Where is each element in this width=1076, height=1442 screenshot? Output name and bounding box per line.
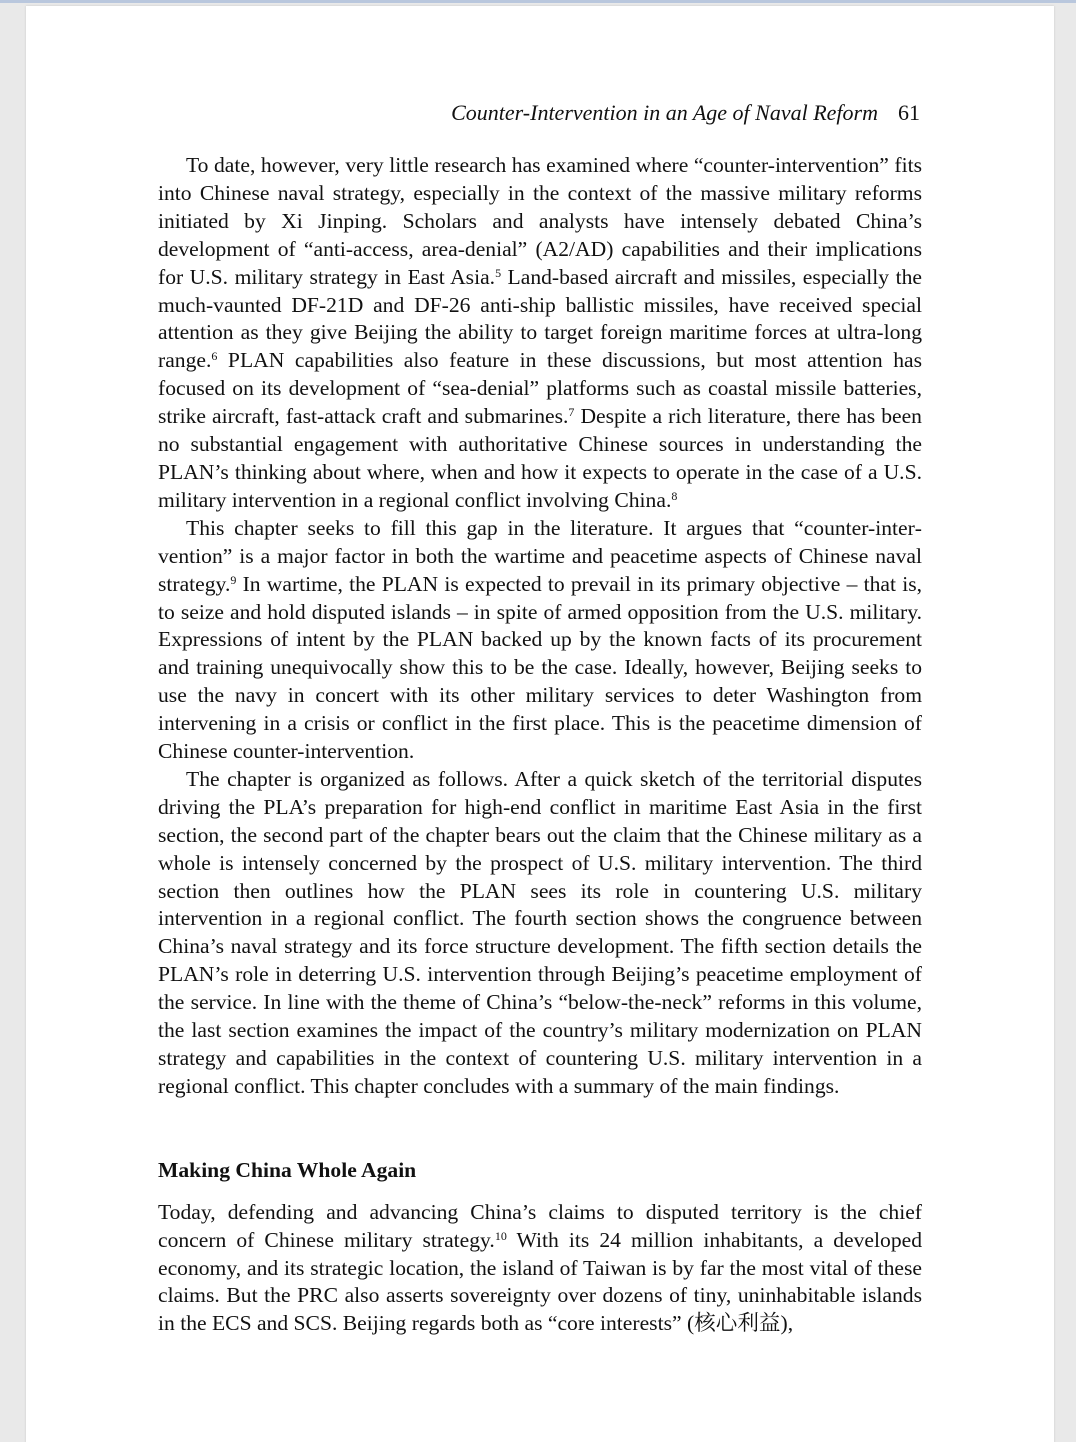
footnote-ref: 8 bbox=[671, 488, 678, 503]
page-number: 61 bbox=[898, 100, 920, 125]
paragraph-text: In wartime, the PLAN is expected to prevail in its primary objective – that is, to seize and hold disputed islands – in spite of armed opposition from the U.S. military. Expressions of intent by the PLAN backed up by the known facts of its procurement and training unequivocally show this to be the case. Ideally, however, Beijing seeks to use the navy in concert with its other military services to deter Washington from intervening in a crisis or conflict in the first place. This is the peacetime dimension of Chinese counter-intervention. bbox=[158, 571, 922, 764]
paragraph bbox=[158, 152, 922, 515]
footnote-ref: 5 bbox=[495, 265, 502, 280]
paragraph-text: The chapter is organized as follows. After a quick sketch of the territorial disputes driving the PLA’s preparation for high-end conflict in maritime East Asia in the first section, the second part of the chapter bears out the claim that the Chinese military as a whole is intensely concerned by the prospect of U.S. military intervention. The third section then outlines how the PLAN sees its role in countering U.S. military intervention in a regional conflict. The fourth section shows the congruence between China’s naval strategy and its force structure development. The fifth section details the PLAN’s role in deterring U.S. intervention through Beijing’s peacetime employment of the service. In line with the theme of China’s “below-the-neck” reforms in this volume, the last section examines the impact of the country’s military modernization on PLAN strategy and capabilities in the context of countering U.S. military intervention in a regional conflict. This chapter concludes with a summary of the main findings. bbox=[158, 766, 922, 1098]
paragraph-text: Despite a rich literature, there has been no substantial engagement with authoritative Chinese sources in understanding the PLAN’s thinking about where, when and how it expects to operate in the case of a U.S. military intervention in a regional conflict involving China. bbox=[158, 404, 922, 512]
running-title: Counter-Intervention in an Age of Naval Reform bbox=[451, 100, 878, 125]
footnote-ref: 7 bbox=[568, 404, 575, 419]
body-text bbox=[158, 152, 922, 1338]
document-page bbox=[26, 6, 1054, 1442]
paragraph-text: Today, defending and advancing China’s claims to disputed territory is the chief concern of Chinese military strategy. bbox=[158, 1199, 922, 1252]
paragraph-text: To date, however, very little research has examined where “counter-intervention” fits into Chinese naval strategy, especially in the context of the massive military reforms initiated by Xi Jinping. Scholars and analysts have intensely debated China’s development of “anti-access, area-denial” (A2/AD) capabilities and their implications for U.S. military strategy in East Asia. bbox=[158, 153, 922, 289]
section-heading: Making China Whole Again bbox=[158, 1157, 417, 1182]
paragraph-text: This chapter seeks to fill this gap in the literature. It argues that “counter-intervention” is a major factor in both the wartime and peacetime aspects of Chinese naval strategy. bbox=[158, 515, 922, 596]
footnote-ref: 10 bbox=[494, 1228, 507, 1243]
paragraph bbox=[158, 515, 922, 766]
paragraph bbox=[158, 1199, 922, 1339]
paragraph bbox=[158, 766, 922, 1101]
paragraph-text: Land-based aircraft and missiles, especially the much-vaunted DF-21D and DF-26 anti-ship ballistic missiles, have received special attention as they give Beijing the ability to target foreign maritime forces at ultra-long range. bbox=[158, 264, 922, 373]
running-header bbox=[451, 100, 920, 126]
paragraph-text: With its 24 million inhabitants, a developed economy, and its strategic location, the island of Taiwan is by far the most vital of these claims. But the PRC also asserts sovereignty over dozens of tiny, uninhabitable islands in the ECS and SCS. Beijing regards both as “core interests” (核心利益), bbox=[158, 1227, 922, 1336]
footnote-ref: 9 bbox=[230, 572, 237, 587]
footnote-ref: 6 bbox=[211, 349, 218, 364]
paragraph-text: PLAN capabilities also feature in these discussions, but most attention has focused on its development of “sea-denial” platforms such as coastal missile batteries, strike aircraft, fast-attack craft and submarines. bbox=[158, 348, 922, 429]
